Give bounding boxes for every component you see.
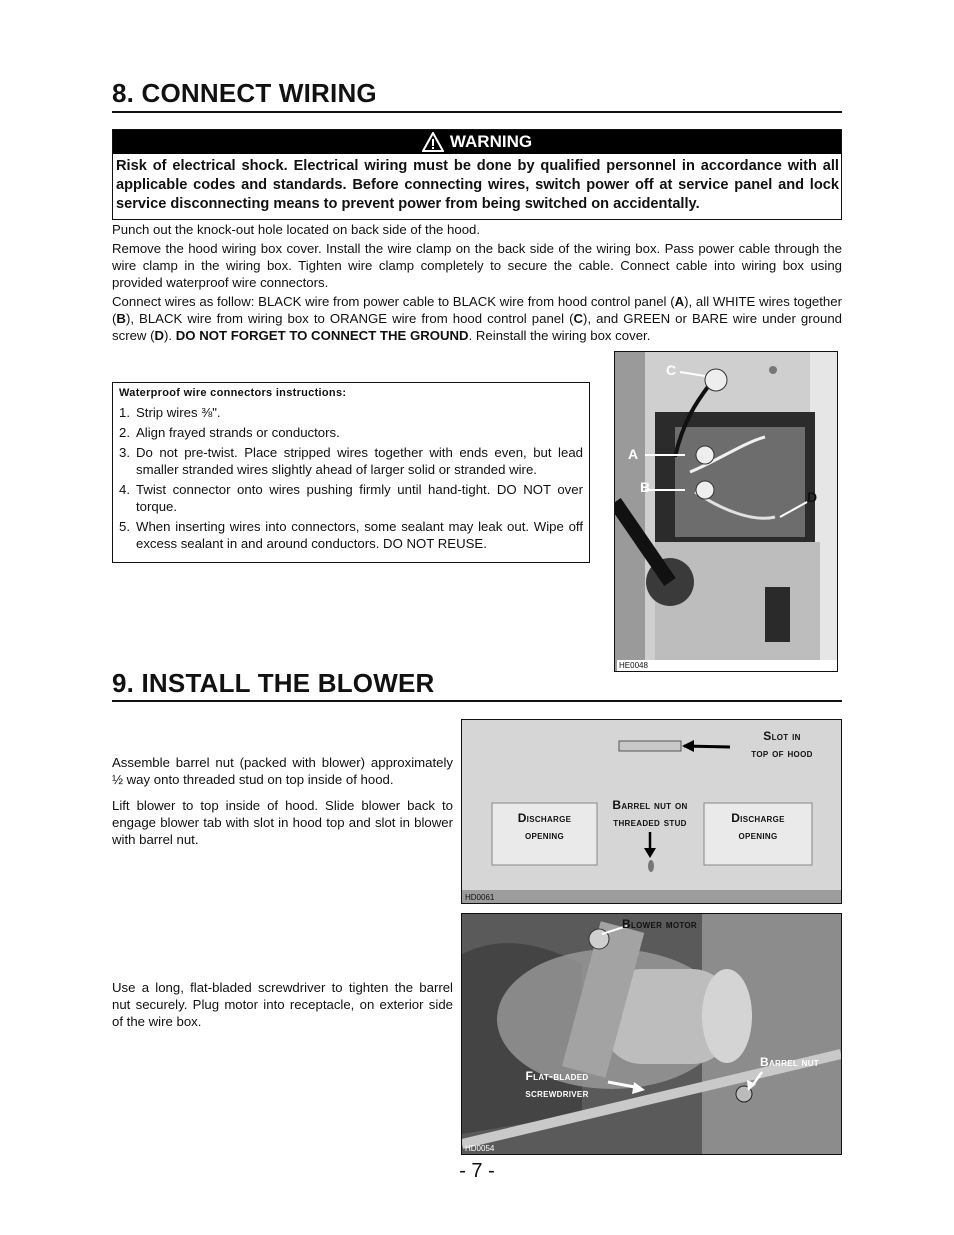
connector-instructions-box xyxy=(112,382,590,563)
list-item: 4. Twist connector onto wires pushing firmly until hand-tight. DO NOT over torque. xyxy=(119,482,583,514)
label-c: C xyxy=(666,362,677,378)
barrel-nut-caption: Barrel nut xyxy=(760,1055,819,1069)
screwdriver-caption: Flat-bladed screwdriver xyxy=(525,1069,589,1100)
label-a: A xyxy=(628,446,639,462)
list-item: 3. Do not pre-twist. Place stripped wires together with ends even, but lead smaller stranded wires slightly ahead of larger solid or stranded wire. xyxy=(119,445,583,477)
slot-caption: Slot in top of hood xyxy=(751,729,813,760)
photo-id: HD0054 xyxy=(465,1144,495,1153)
wiring-box-photo xyxy=(614,351,838,672)
blower-motor-photo xyxy=(461,913,842,1155)
hood-top-photo xyxy=(461,719,842,904)
wiring-box-illustration xyxy=(615,352,837,671)
paragraph-lift-blower: Lift blower to top inside of hood. Slide blower back to engage blower tab with slot in hood top and slot in blower with barrel nut. xyxy=(112,798,453,847)
section-9-title: 9. INSTALL THE BLOWER xyxy=(112,668,435,698)
discharge-right-caption: Discharge opening xyxy=(731,811,785,842)
warning-triangle-icon xyxy=(422,132,444,152)
list-item: 5. When inserting wires into connectors, some sealant may leak out. Wipe off excess sealant in and around conductors. DO NOT REUSE. xyxy=(119,519,583,551)
barrel-nut-caption: Barrel nut on threaded stud xyxy=(612,798,688,829)
photo-id: HD0061 xyxy=(465,893,495,902)
label-d: D xyxy=(807,489,818,505)
warning-label: WARNING xyxy=(449,132,533,151)
discharge-left-caption: Discharge opening xyxy=(517,811,572,842)
list-item: 1. Strip wires ⅜". xyxy=(119,405,221,420)
paragraph-connect-wires: Connect wires as follow: BLACK wire from power cable to BLACK wire from hood control panel (A), all WHITE wires together (B), BLACK wire from wiring box to ORANGE wire from hood control panel (C), and GREEN or BARE wire under ground screw (D). DO NOT FORGET TO CONNECT THE GROUND. Reinstall the wiring box cover. xyxy=(112,294,842,343)
warning-text: Risk of electrical shock. Electrical wiring must be done by qualified personnel in accordance with all applicable codes and standards. Before connecting wires, switch power off at service panel and lock service disconnecting means to prevent power from being switched on accidentally. xyxy=(116,158,839,212)
section-8-rule xyxy=(112,111,842,113)
paragraph-barrel-nut: Assemble barrel nut (packed with blower) approximately ½ way onto threaded stud on top inside of hood. xyxy=(112,755,453,787)
instructions-list xyxy=(119,404,583,552)
section-8-title: 8. CONNECT WIRING xyxy=(112,78,377,108)
section-9-rule xyxy=(112,700,842,702)
photo-id: HE0048 xyxy=(617,660,838,672)
warning-box xyxy=(112,129,842,220)
paragraph-tighten: Use a long, flat-bladed screwdriver to tighten the barrel nut securely. Plug motor into receptacle, on exterior side of the wire box. xyxy=(112,980,453,1029)
page-number: - 7 - xyxy=(459,1160,495,1182)
warning-header xyxy=(113,130,841,154)
paragraph-knockout: Punch out the knock-out hole located on back side of the hood. xyxy=(112,222,481,237)
blower-motor-caption: Blower motor xyxy=(622,917,698,931)
instructions-title: Waterproof wire connectors instructions: xyxy=(119,387,347,399)
list-item: 2. Align frayed strands or conductors. xyxy=(119,425,340,440)
blower-motor-illustration xyxy=(462,914,841,1154)
label-b: B xyxy=(640,479,651,495)
paragraph-wiring-box: Remove the hood wiring box cover. Install the wire clamp on the back side of the wiring box. Pass power cable through the wire clamp in the wiring box. Tighten wire clamp completely to secure the cable. Connect cable into wiring box using provided waterproof wire connectors. xyxy=(112,241,842,290)
